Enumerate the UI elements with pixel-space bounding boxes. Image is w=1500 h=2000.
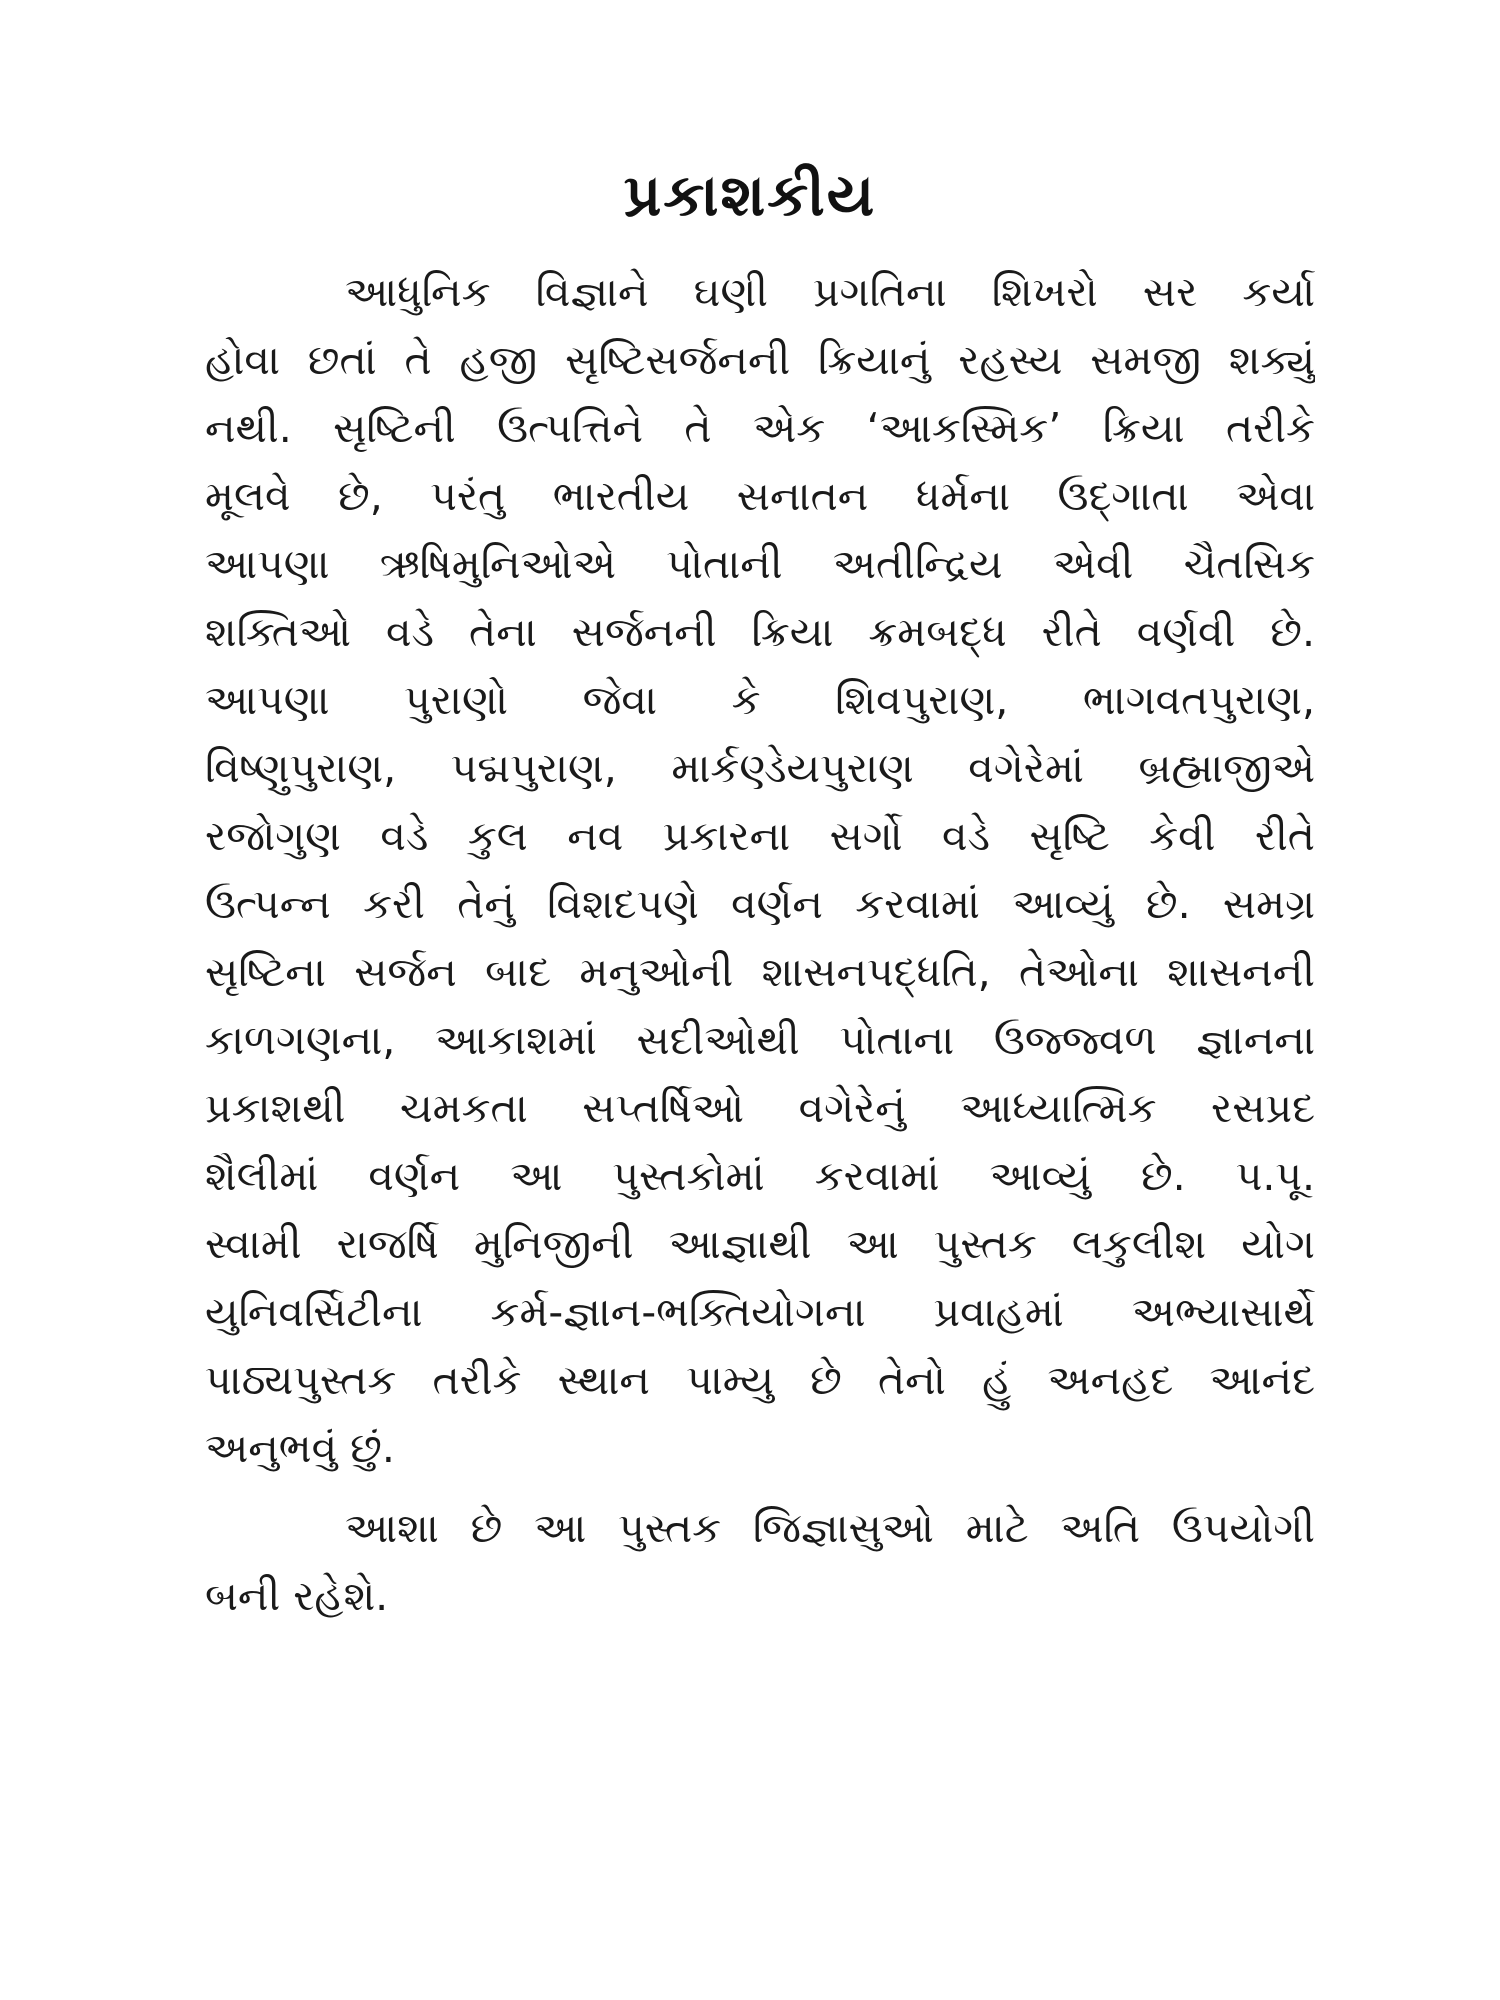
text-line: શૈલીમાં વર્ણન આ પુસ્તકોમાં કરવામાં આવ્યું છે. પ.પૂ. (205, 1152, 1315, 1200)
text-line: સૃષ્ટિના સર્જન બાદ મનુઓની શાસનપદ્ધતિ, તેઓના શાસનની (205, 948, 1315, 996)
text-line: રજોગુણ વડે કુલ નવ પ્રકારના સર્ગો વડે સૃષ્ટિ કેવી રીતે (205, 812, 1315, 860)
text-line: પ્રકાશથી ચમકતા સપ્તર્ષિઓ વગેરેનું આધ્યાત્મિક રસપ્રદ (205, 1084, 1315, 1132)
page-title: પ્રકાશકીય (623, 161, 877, 229)
text-line: બની રહેશે. (205, 1572, 389, 1620)
text-line: નથી. સૃષ્ટિની ઉત્પત્તિને તે એક ‘આકસ્મિક’ ક્રિયા તરીકે (205, 404, 1315, 452)
text-line: પાઠ્યપુસ્તક તરીકે સ્થાન પામ્યુ છે તેનો હું અનહદ આનંદ (205, 1356, 1315, 1404)
paragraph-1 (205, 258, 1315, 1482)
text-line: યુનિવર્સિટીના કર્મ-જ્ઞાન-ભક્તિયોગના પ્રવાહમાં અભ્યાસાર્થે (205, 1288, 1315, 1336)
text-line: આપણા પુરાણો જેવા કે શિવપુરાણ, ભાગવતપુરાણ, (205, 676, 1315, 724)
text-line: હોવા છતાં તે હજી સૃષ્ટિસર્જનની ક્રિયાનું રહસ્ય સમજી શક્યું (205, 336, 1315, 384)
text-line: આપણા ઋષિમુનિઓએ પોતાની અતીન્દ્રિય એવી ચૈતસિક (205, 540, 1315, 588)
paragraph-2 (205, 1494, 1315, 1630)
text-line: કાળગણના, આકાશમાં સદીઓથી પોતાના ઉજ્જ્વળ જ્ઞાનના (205, 1016, 1315, 1064)
body-text (205, 258, 1315, 1630)
text-line: સ્વામી રાજર્ષિ મુનિજીની આજ્ઞાથી આ પુસ્તક લકુલીશ યોગ (205, 1220, 1315, 1268)
text-line: શક્તિઓ વડે તેના સર્જનની ક્રિયા ક્રમબદ્ધ રીતે વર્ણવી છે. (205, 608, 1315, 656)
text-line: મૂલવે છે, પરંતુ ભારતીય સનાતન ધર્મના ઉદ્ગાતા એવા (205, 472, 1315, 520)
text-line: વિષ્ણુપુરાણ, પદ્મપુરાણ, માર્કણ્ડેયપુરાણ વગેરેમાં બ્રહ્માજીએ (205, 744, 1315, 792)
text-line: અનુભવું છું. (205, 1424, 395, 1472)
text-line: આધુનિક વિજ્ઞાને ઘણી પ્રગતિના શિખરો સર કર્યા (345, 268, 1315, 316)
text-line: ઉત્પન્ન કરી તેનું વિશદપણે વર્ણન કરવામાં આવ્યું છે. સમગ્ર (205, 880, 1315, 928)
text-line: આશા છે આ પુસ્તક જિજ્ઞાસુઓ માટે અતિ ઉપયોગી (345, 1504, 1315, 1552)
